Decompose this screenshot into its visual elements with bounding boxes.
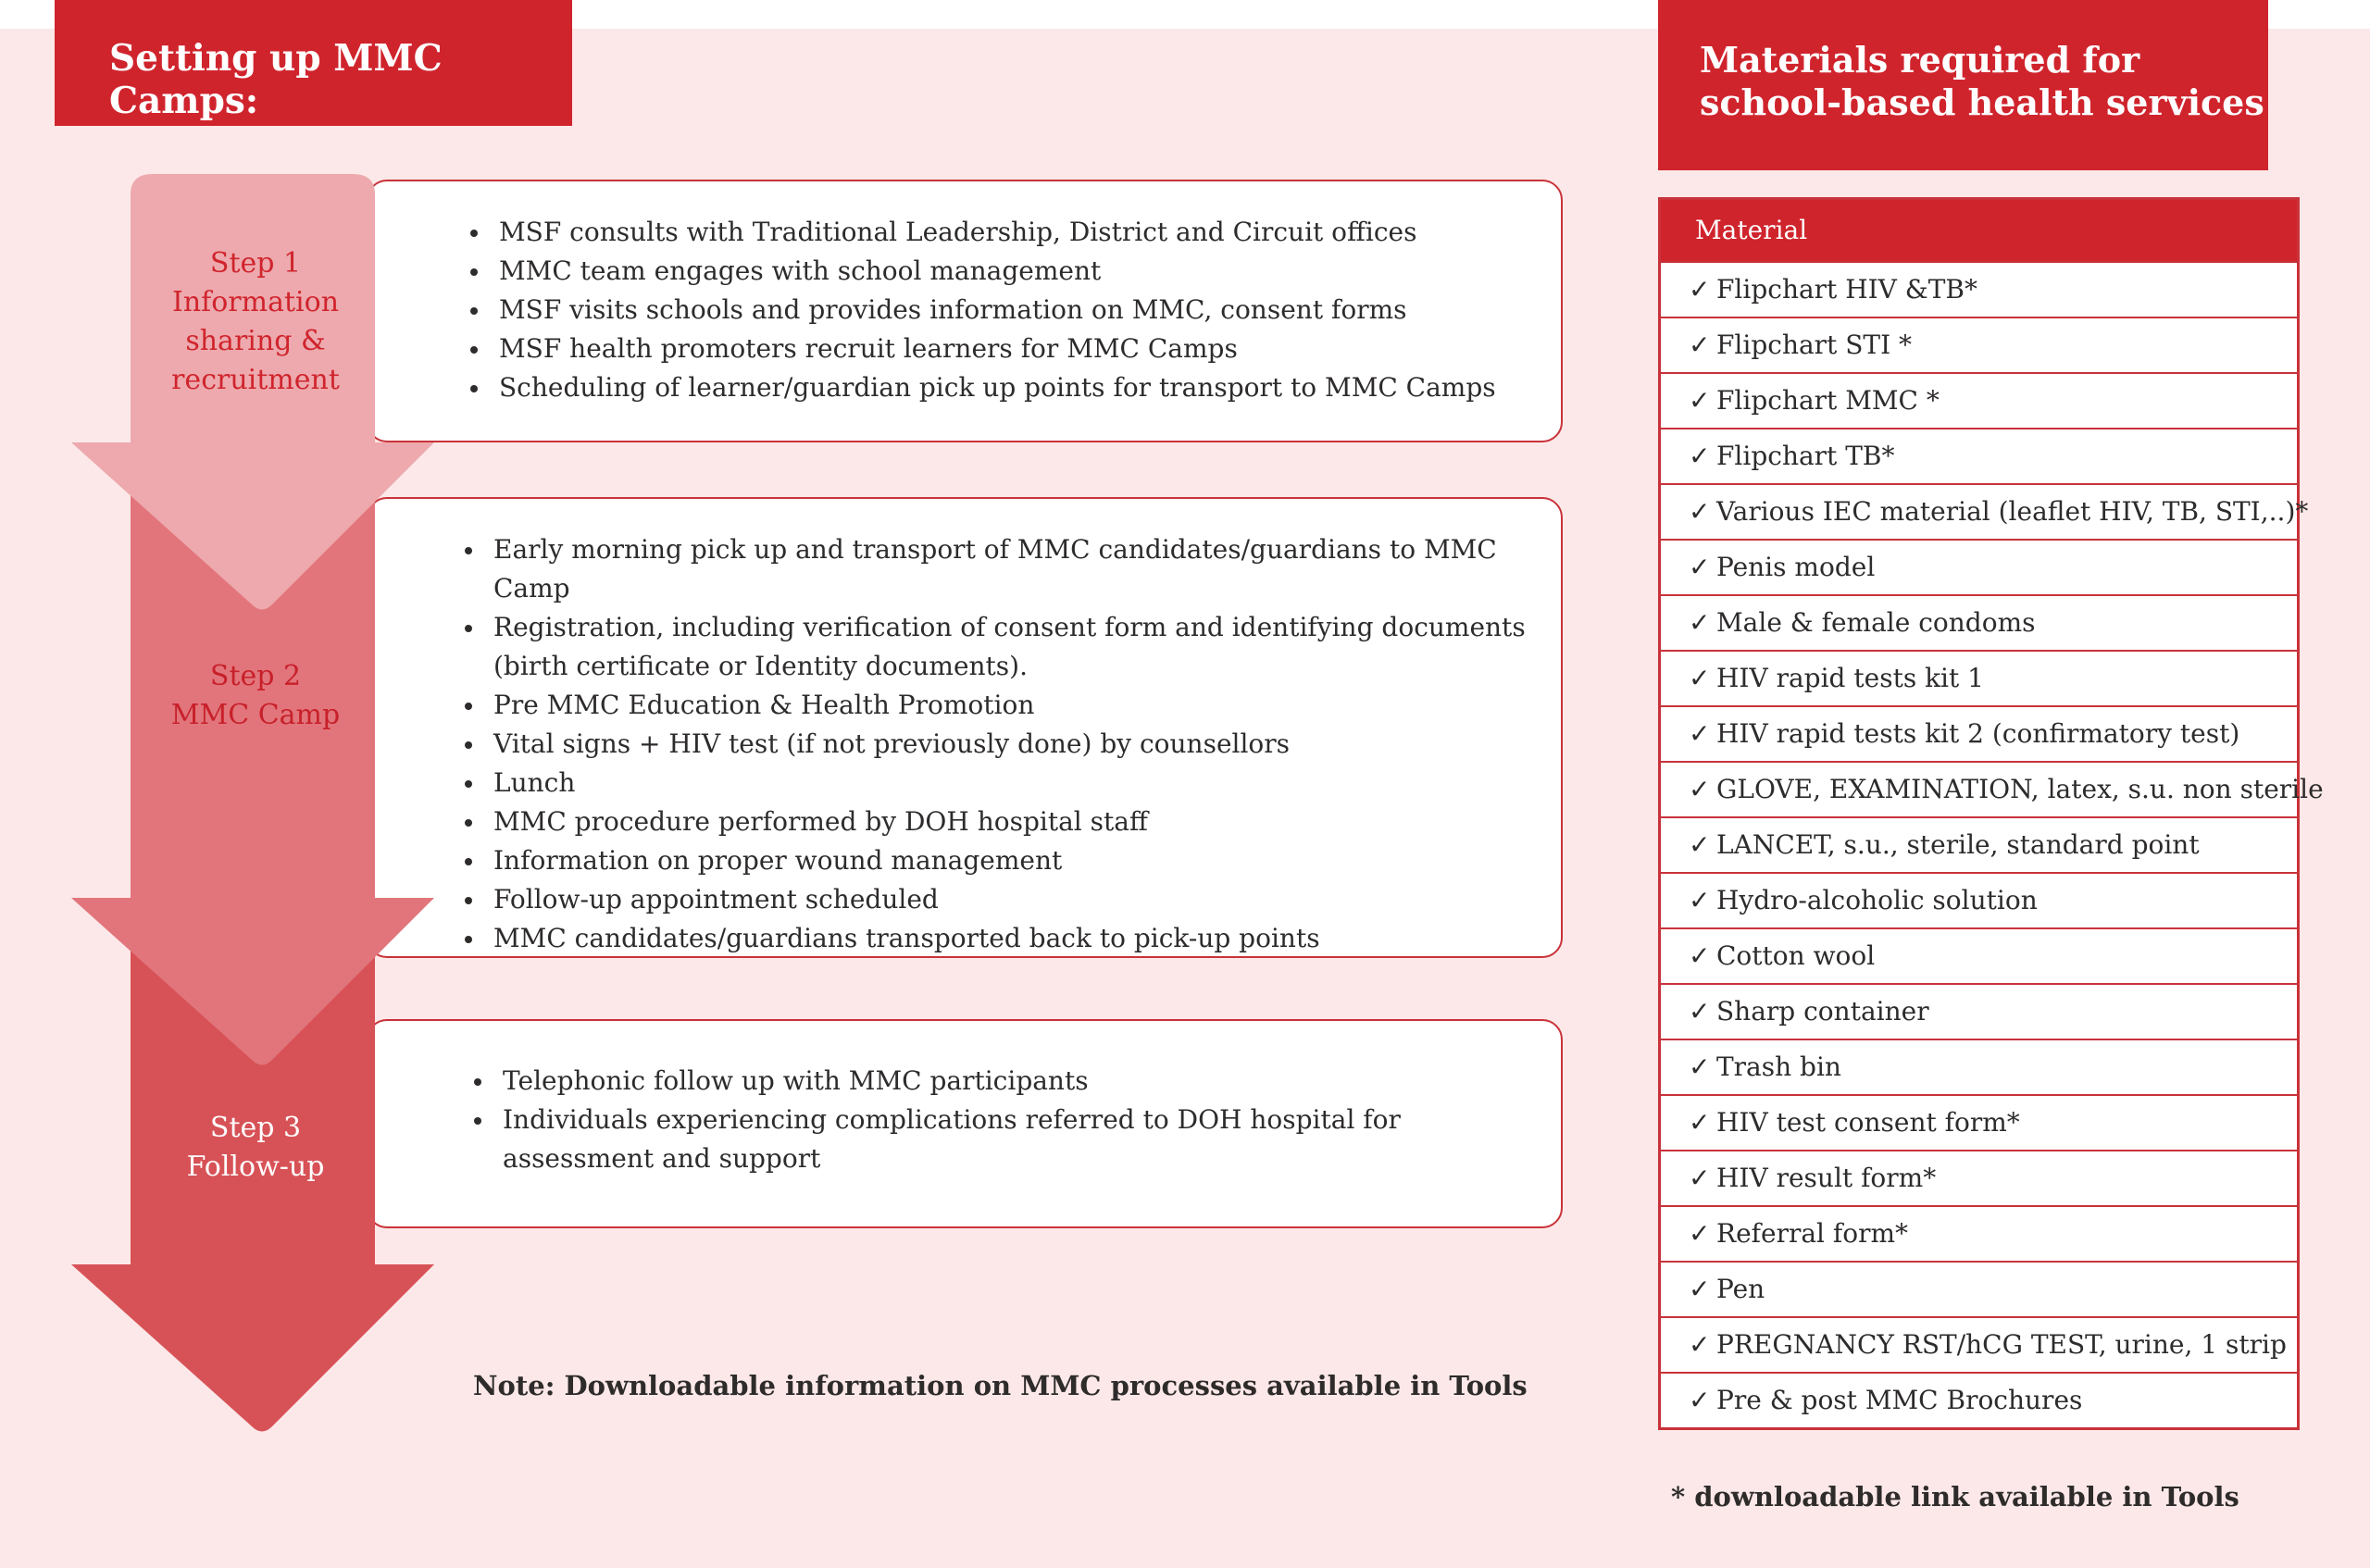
check-icon bbox=[1689, 318, 1716, 372]
material-label: Penis model bbox=[1716, 552, 1876, 582]
step-2-item: MMC candidates/guardians transported back to pick-up points bbox=[457, 919, 1531, 958]
step-2-label-line: MMC Camp bbox=[170, 699, 341, 731]
material-row bbox=[1661, 816, 2297, 872]
step-2-item: Vital signs + HIV test (if not previously done) by counsellors bbox=[457, 725, 1531, 764]
material-label: Pre & post MMC Brochures bbox=[1716, 1385, 2083, 1415]
material-label: Referral form* bbox=[1716, 1218, 1909, 1249]
material-row bbox=[1661, 1094, 2297, 1150]
check-icon bbox=[1689, 263, 1716, 317]
material-row bbox=[1661, 983, 2297, 1039]
material-row bbox=[1661, 1205, 2297, 1261]
step-2-label bbox=[131, 657, 380, 735]
step-2-item: Early morning pick up and transport of MMC candidates/guardians to MMC Camp bbox=[457, 530, 1531, 608]
material-row bbox=[1661, 705, 2297, 761]
material-row bbox=[1661, 1039, 2297, 1094]
material-label: Pen bbox=[1716, 1274, 1765, 1304]
check-icon bbox=[1689, 985, 1716, 1039]
material-row bbox=[1661, 539, 2297, 594]
check-icon bbox=[1689, 485, 1716, 539]
check-icon bbox=[1689, 1374, 1716, 1427]
step-1-label-line: sharing & bbox=[185, 325, 326, 357]
check-icon bbox=[1689, 763, 1716, 816]
material-label: HIV rapid tests kit 2 (confirmatory test) bbox=[1716, 718, 2240, 749]
step-3-label-line: Step 3 bbox=[209, 1112, 302, 1144]
right-title-line-1: Materials required for bbox=[1700, 39, 2140, 81]
step-2-item: Lunch bbox=[457, 764, 1531, 803]
step-1-item: MSF health promoters recruit learners for MMC Camps bbox=[463, 330, 1537, 368]
check-icon bbox=[1689, 652, 1716, 705]
check-icon bbox=[1689, 1318, 1716, 1372]
check-icon bbox=[1689, 596, 1716, 650]
check-icon bbox=[1689, 818, 1716, 872]
material-label: HIV result form* bbox=[1716, 1163, 1937, 1193]
material-row bbox=[1661, 650, 2297, 705]
check-icon bbox=[1689, 874, 1716, 927]
left-title: Setting up MMC Camps: bbox=[109, 37, 443, 122]
check-icon bbox=[1689, 929, 1716, 983]
step-1-item: MSF consults with Traditional Leadership, District and Circuit offices bbox=[463, 213, 1537, 252]
material-label: Trash bin bbox=[1716, 1052, 1841, 1082]
step-3-label-line: Follow-up bbox=[186, 1151, 325, 1183]
step-2-item: Pre MMC Education & Health Promotion bbox=[457, 686, 1531, 725]
step-1-label bbox=[131, 244, 380, 400]
material-row bbox=[1661, 872, 2297, 927]
check-icon bbox=[1689, 541, 1716, 594]
material-label: PREGNANCY RST/hCG TEST, urine, 1 strip bbox=[1716, 1329, 2287, 1360]
material-label: HIV rapid tests kit 1 bbox=[1716, 663, 1984, 693]
step-1-item: MMC team engages with school management bbox=[463, 252, 1537, 291]
materials-header: Material bbox=[1661, 200, 2297, 261]
material-row bbox=[1661, 1261, 2297, 1316]
material-label: Various IEC material (leaflet HIV, TB, STI,..)* bbox=[1716, 496, 2309, 527]
material-label: Male & female condoms bbox=[1716, 607, 2036, 638]
material-row bbox=[1661, 372, 2297, 428]
material-row bbox=[1661, 1372, 2297, 1427]
check-icon bbox=[1689, 1040, 1716, 1094]
material-label: Cotton wool bbox=[1716, 940, 1876, 971]
step-3-item: Individuals experiencing complications referred to DOH hospital for assessment and support bbox=[467, 1101, 1466, 1178]
material-row bbox=[1661, 927, 2297, 983]
downloadable-footnote: * downloadable link available in Tools bbox=[1671, 1481, 2239, 1512]
material-label: Hydro-alcoholic solution bbox=[1716, 885, 2038, 915]
material-label: Flipchart HIV &TB* bbox=[1716, 274, 1977, 305]
check-icon bbox=[1689, 374, 1716, 428]
step-1-item: Scheduling of learner/guardian pick up points for transport to MMC Camps bbox=[463, 368, 1537, 407]
step-1-label-line: Information bbox=[171, 286, 340, 318]
step-1-label-line: Step 1 bbox=[209, 247, 302, 280]
step-2-label-line: Step 2 bbox=[209, 660, 302, 692]
material-label: Flipchart TB* bbox=[1716, 441, 1895, 471]
material-label: Flipchart MMC * bbox=[1716, 385, 1940, 416]
materials-table bbox=[1658, 197, 2324, 1430]
material-label: Sharp container bbox=[1716, 996, 1929, 1027]
check-icon bbox=[1689, 1263, 1716, 1316]
material-label: Flipchart STI * bbox=[1716, 330, 1913, 360]
step-2-item: Registration, including verification of consent form and identifying documents (birth certificate or Identity documents). bbox=[457, 608, 1531, 686]
step-2-item: MMC procedure performed by DOH hospital staff bbox=[457, 803, 1531, 841]
material-row bbox=[1661, 317, 2297, 372]
step-1-label-line: recruitment bbox=[171, 364, 340, 396]
step-3-label bbox=[131, 1109, 380, 1187]
material-row bbox=[1661, 1316, 2297, 1372]
check-icon bbox=[1689, 1151, 1716, 1205]
check-icon bbox=[1689, 429, 1716, 483]
material-row bbox=[1661, 428, 2297, 483]
material-row bbox=[1661, 1150, 2297, 1205]
material-label: HIV test consent form* bbox=[1716, 1107, 2020, 1138]
material-row bbox=[1661, 761, 2324, 816]
right-title-line-2: school-based health services bbox=[1700, 81, 2264, 123]
step-2-item: Follow-up appointment scheduled bbox=[457, 880, 1531, 919]
check-icon bbox=[1689, 1207, 1716, 1261]
check-icon bbox=[1689, 707, 1716, 761]
step-1-item: MSF visits schools and provides information on MMC, consent forms bbox=[463, 291, 1537, 330]
material-row bbox=[1661, 261, 2297, 317]
step-3-item: Telephonic follow up with MMC participants bbox=[467, 1062, 1466, 1101]
material-row bbox=[1661, 483, 2309, 539]
check-icon bbox=[1689, 1096, 1716, 1150]
material-label: LANCET, s.u., sterile, standard point bbox=[1716, 829, 2200, 860]
material-label: GLOVE, EXAMINATION, latex, s.u. non sterile bbox=[1716, 774, 2324, 804]
material-row bbox=[1661, 594, 2297, 650]
tools-note: Note: Downloadable information on MMC processes available in Tools bbox=[473, 1370, 1528, 1401]
step-2-item: Information on proper wound management bbox=[457, 841, 1531, 880]
